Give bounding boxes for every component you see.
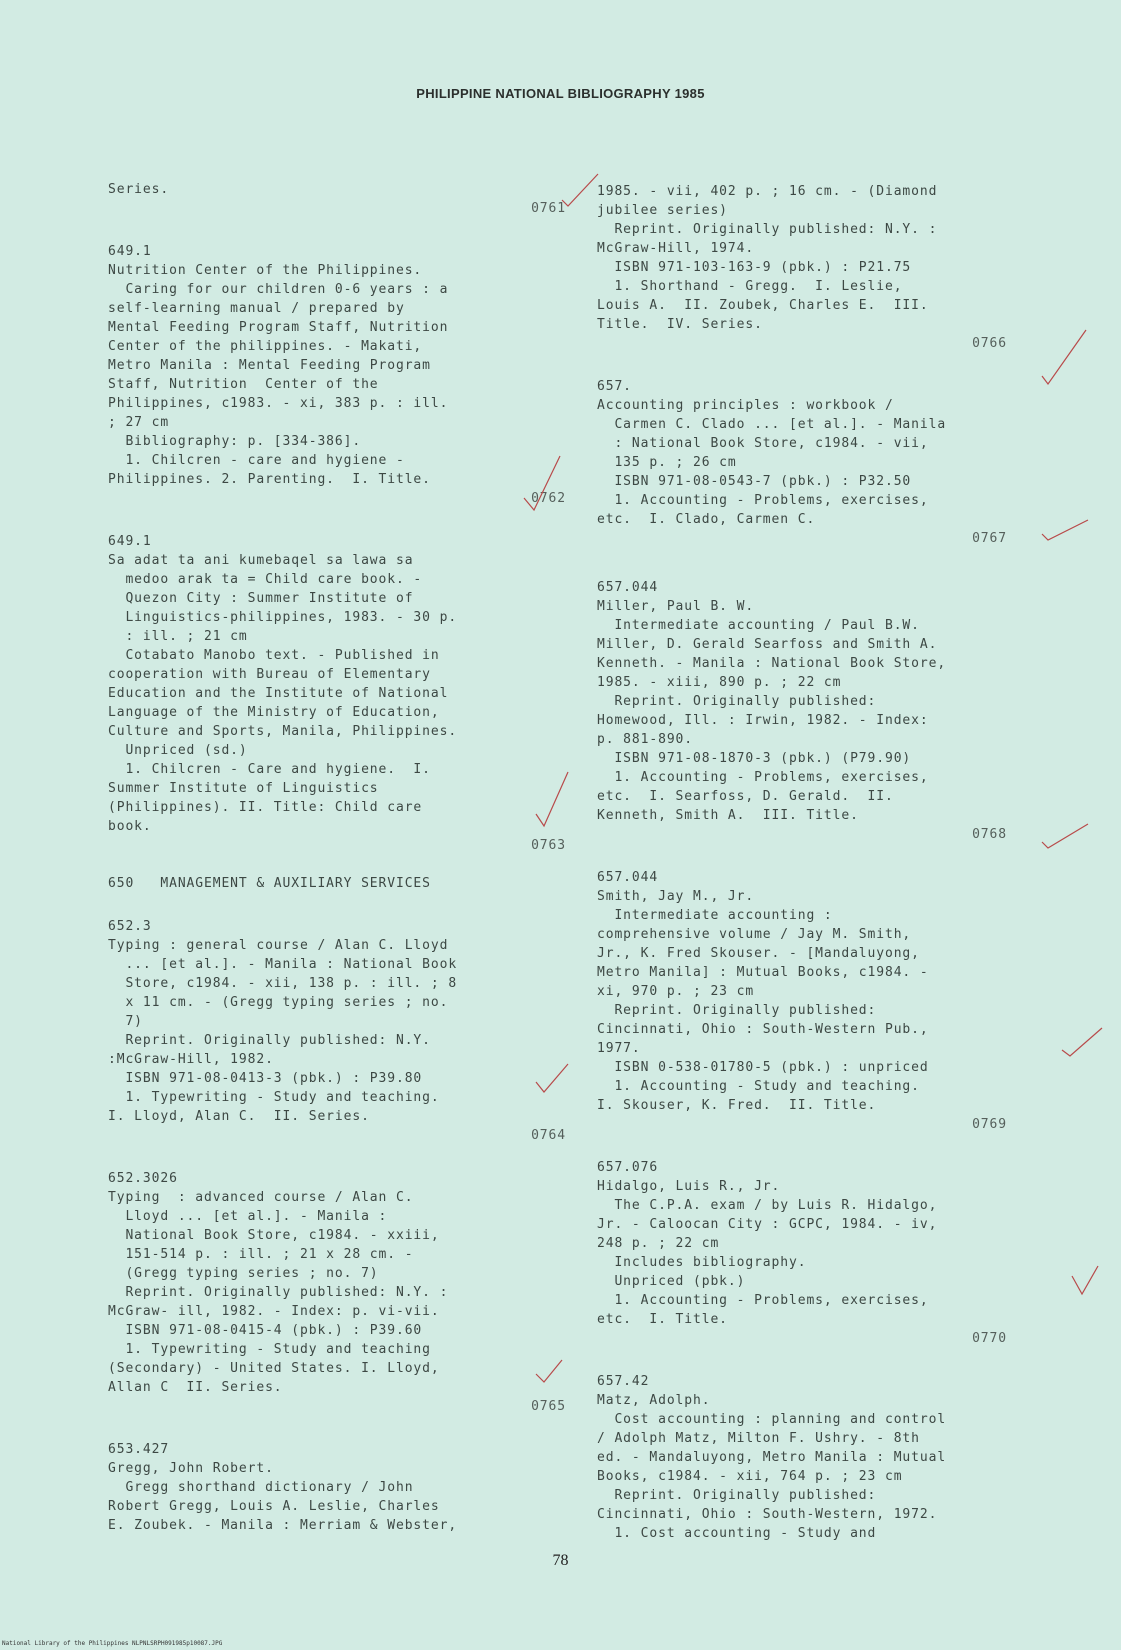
text-line: Reprint. Originally published: N.Y. : (108, 1285, 449, 1300)
text-line: Matz, Adolph. (597, 1393, 711, 1408)
text-line: Series. (108, 182, 170, 197)
text-line: ; 27 cm (108, 415, 170, 430)
check-mark-icon (534, 768, 570, 830)
text-line: Typing : advanced course / Alan C. (108, 1190, 414, 1205)
text-line: 1. Chilcren - Care and hygiene. I. (108, 762, 431, 777)
text-line: McGraw-Hill, 1974. (597, 241, 755, 256)
text-line: Sa adat ta ani kumebaqel sa lawa sa (108, 553, 414, 568)
text-line: Typing : general course / Alan C. Lloyd (108, 938, 449, 953)
text-line: 657.044 (597, 870, 659, 885)
text-line: 650 MANAGEMENT & AUXILIARY SERVICES (108, 876, 431, 891)
text-line: Language of the Ministry of Education, (108, 705, 440, 720)
text-line: :McGraw-Hill, 1982. (108, 1052, 274, 1067)
text-line: : National Book Store, c1984. - vii, (597, 436, 929, 451)
check-mark-icon (522, 452, 562, 514)
text-line: Jr., K. Fred Skouser. - [Mandaluyong, (597, 946, 920, 961)
check-mark-icon (1060, 1024, 1104, 1060)
text-line: Education and the Institute of National (108, 686, 449, 701)
text-line: Books, c1984. - xii, 764 p. ; 23 cm (597, 1469, 903, 1484)
text-line: Cincinnati, Ohio : South-Western Pub., (597, 1022, 929, 1037)
text-line: : ill. ; 21 cm (108, 629, 248, 644)
text-line: 657.044 (597, 580, 659, 595)
check-mark-icon (1040, 326, 1088, 388)
text-line: (Philippines). II. Title: Child care (108, 800, 423, 815)
text-line: 1. Typewriting - Study and teaching (108, 1342, 431, 1357)
text-line: ISBN 971-08-1870-3 (pbk.) (P79.90) (597, 751, 912, 766)
text-line: Metro Manila : Mental Feeding Program (108, 358, 431, 373)
text-line: 1. Accounting - Study and teaching. (597, 1079, 920, 1094)
text-line: Robert Gregg, Louis A. Leslie, Charles (108, 1499, 440, 1514)
text-line: cooperation with Bureau of Elementary (108, 667, 431, 682)
text-line: Cost accounting : planning and control (597, 1412, 947, 1427)
text-line: Hidalgo, Luis R., Jr. (597, 1179, 781, 1194)
text-line: Lloyd ... [et al.]. - Manila : (108, 1209, 388, 1224)
text-line: ed. - Mandaluyong, Metro Manila : Mutual (597, 1450, 947, 1465)
text-line: Linguistics-philippines, 1983. - 30 p. (108, 610, 458, 625)
text-line: Culture and Sports, Manila, Philippines. (108, 724, 458, 739)
entry-spacer (108, 218, 578, 242)
text-line: 652.3026 (108, 1171, 178, 1186)
text-line: 135 p. ; 26 cm (597, 455, 737, 470)
text-line: Gregg shorthand dictionary / John (108, 1480, 414, 1495)
text-line: Reprint. Originally published: (597, 1003, 877, 1018)
entry-number: 0763 (531, 838, 566, 853)
text-line: Summer Institute of Linguistics (108, 781, 379, 796)
check-mark-icon (560, 170, 600, 210)
text-line: Jr. - Caloocan City : GCPC, 1984. - iv, (597, 1217, 938, 1232)
entry-spacer (108, 893, 578, 917)
text-line: ISBN 971-08-0413-3 (pbk.) : P39.80 (108, 1071, 423, 1086)
page-header: PHILIPPINE NATIONAL BIBLIOGRAPHY 1985 (416, 86, 705, 101)
entry-number: 0764 (531, 1128, 566, 1143)
text-line: Reprint. Originally published: (597, 1488, 877, 1503)
text-line: comprehensive volume / Jay M. Smith, (597, 927, 912, 942)
check-mark-icon (534, 1060, 570, 1096)
text-line: Title. IV. Series. (597, 317, 763, 332)
text-line: E. Zoubek. - Manila : Merriam & Webster, (108, 1518, 458, 1533)
text-line: (Gregg typing series ; no. 7) (108, 1266, 379, 1281)
text-line: Unpriced (pbk.) (597, 1274, 746, 1289)
text-line: Miller, D. Gerald Searfoss and Smith A. (597, 637, 938, 652)
text-line: x 11 cm. - (Gregg typing series ; no. (108, 995, 449, 1010)
entry-spacer (597, 844, 1067, 868)
entry-spacer (597, 353, 1067, 377)
text-line: I. Lloyd, Alan C. II. Series. (108, 1109, 370, 1124)
entry-spacer (108, 855, 578, 874)
check-mark-icon (1040, 516, 1090, 542)
entry-spacer (597, 1134, 1067, 1158)
text-line: 1. Accounting - Problems, exercises, (597, 770, 929, 785)
entry-number: 0765 (531, 1399, 566, 1414)
text-line: 1. Typewriting - Study and teaching. (108, 1090, 440, 1105)
text-line: book. (108, 819, 152, 834)
text-line: 657. (597, 379, 632, 394)
text-line: Homewood, Ill. : Irwin, 1982. - Index: (597, 713, 929, 728)
check-mark-icon (1070, 1262, 1100, 1298)
text-line: Intermediate accounting / Paul B.W. (597, 618, 920, 633)
entry-number: 0769 (972, 1117, 1007, 1132)
text-line: Reprint. Originally published: N.Y. (108, 1033, 431, 1048)
text-line: Bibliography: p. [334-386]. (108, 434, 362, 449)
text-line: Caring for our children 0-6 years : a (108, 282, 449, 297)
text-line: Unpriced (sd.) (108, 743, 248, 758)
text-line: (Secondary) - United States. I. Lloyd, (108, 1361, 440, 1376)
text-line: p. 881-890. (597, 732, 693, 747)
text-line: 1. Shorthand - Gregg. I. Leslie, (597, 279, 903, 294)
text-line: 657.076 (597, 1160, 659, 1175)
text-line: Cotabato Manobo text. - Published in (108, 648, 440, 663)
text-line: 652.3 (108, 919, 152, 934)
text-line: 1. Accounting - Problems, exercises, (597, 493, 929, 508)
text-line: Reprint. Originally published: (597, 694, 877, 709)
text-line: etc. I. Clado, Carmen C. (597, 512, 816, 527)
text-line: 7) (108, 1014, 143, 1029)
text-line: Store, c1984. - xii, 138 p. : ill. ; 8 (108, 976, 458, 991)
check-mark-icon (1040, 820, 1090, 850)
entry-number: 0768 (972, 827, 1007, 842)
entry-spacer (108, 1416, 578, 1440)
text-line: 1985. - xiii, 890 p. ; 22 cm (597, 675, 842, 690)
page-number: 78 (552, 1552, 569, 1569)
text-line: Accounting principles : workbook / (597, 398, 894, 413)
text-line: National Book Store, c1984. - xxiii, (108, 1228, 440, 1243)
text-line: jubilee series) (597, 203, 728, 218)
text-line: ISBN 971-08-0543-7 (pbk.) : P32.50 (597, 474, 912, 489)
text-line: ... [et al.]. - Manila : National Book (108, 957, 458, 972)
text-line: Includes bibliography. (597, 1255, 807, 1270)
right-column (597, 182, 1067, 1543)
text-line: Louis A. II. Zoubek, Charles E. III. (597, 298, 929, 313)
text-line: Carmen C. Clado ... [et al.]. - Manila (597, 417, 947, 432)
scan-footer: National Library of the Philippines NLPNLSRPH091985p10087.JPG (2, 1640, 223, 1647)
text-line: McGraw- ill, 1982. - Index: p. vi-vii. (108, 1304, 440, 1319)
text-line: etc. I. Searfoss, D. Gerald. II. (597, 789, 894, 804)
text-line: Gregg, John Robert. (108, 1461, 274, 1476)
text-line: The C.P.A. exam / by Luis R. Hidalgo, (597, 1198, 938, 1213)
text-line: medoo arak ta = Child care book. - (108, 572, 423, 587)
text-line: 1. Accounting - Problems, exercises, (597, 1293, 929, 1308)
text-line: 1985. - vii, 402 p. ; 16 cm. - (Diamond (597, 184, 938, 199)
text-line: Cincinnati, Ohio : South-Western, 1972. (597, 1507, 938, 1522)
text-line: ISBN 971-103-163-9 (pbk.) : P21.75 (597, 260, 912, 275)
text-line: / Adolph Matz, Milton F. Ushry. - 8th (597, 1431, 920, 1446)
text-line: 657.42 (597, 1374, 650, 1389)
text-line: xi, 970 p. ; 23 cm (597, 984, 755, 999)
text-line: Smith, Jay M., Jr. (597, 889, 755, 904)
text-line: Intermediate accounting : (597, 908, 833, 923)
text-line: etc. I. Title. (597, 1312, 728, 1327)
text-line: 653.427 (108, 1442, 170, 1457)
text-line: 649.1 (108, 244, 152, 259)
text-line: Center of the philippines. - Makati, (108, 339, 423, 354)
text-line: 649.1 (108, 534, 152, 549)
entry-number: 0770 (972, 1331, 1007, 1346)
text-line: 1. Cost accounting - Study and (597, 1526, 877, 1541)
text-line: ISBN 971-08-0415-4 (pbk.) : P39.60 (108, 1323, 423, 1338)
text-line: Nutrition Center of the Philippines. (108, 263, 423, 278)
text-line: Miller, Paul B. W. (597, 599, 755, 614)
text-line: self-learning manual / prepared by (108, 301, 405, 316)
text-line: ISBN 0-538-01780-5 (pbk.) : unpriced (597, 1060, 929, 1075)
text-line: Philippines. 2. Parenting. I. Title. (108, 472, 431, 487)
entry-number: 0762 (531, 491, 566, 506)
entry-spacer (597, 1348, 1067, 1372)
text-line: Kenneth, Smith A. III. Title. (597, 808, 859, 823)
left-column (108, 180, 578, 1535)
text-line: Allan C II. Series. (108, 1380, 283, 1395)
entry-number: 0767 (972, 531, 1007, 546)
text-line: I. Skouser, K. Fred. II. Title. (597, 1098, 877, 1113)
text-line: Quezon City : Summer Institute of (108, 591, 414, 606)
text-line: Reprint. Originally published: N.Y. : (597, 222, 938, 237)
text-line: Metro Manila] : Mutual Books, c1984. - (597, 965, 929, 980)
text-line: Philippines, c1983. - xi, 383 p. : ill. (108, 396, 449, 411)
text-line: 151-514 p. : ill. ; 21 x 28 cm. - (108, 1247, 414, 1262)
entry-number: 0766 (972, 336, 1007, 351)
text-line: Staff, Nutrition Center of the (108, 377, 379, 392)
entry-number: 0761 (531, 201, 566, 216)
check-mark-icon (534, 1356, 564, 1386)
entry-spacer (108, 508, 578, 532)
text-line: 1977. (597, 1041, 641, 1056)
text-line: 248 p. ; 22 cm (597, 1236, 720, 1251)
text-line: 1. Chilcren - care and hygiene - (108, 453, 405, 468)
text-line: Kenneth. - Manila : National Book Store, (597, 656, 947, 671)
entry-spacer (597, 548, 1067, 578)
text-line: Mental Feeding Program Staff, Nutrition (108, 320, 449, 335)
entry-spacer (108, 1145, 578, 1169)
